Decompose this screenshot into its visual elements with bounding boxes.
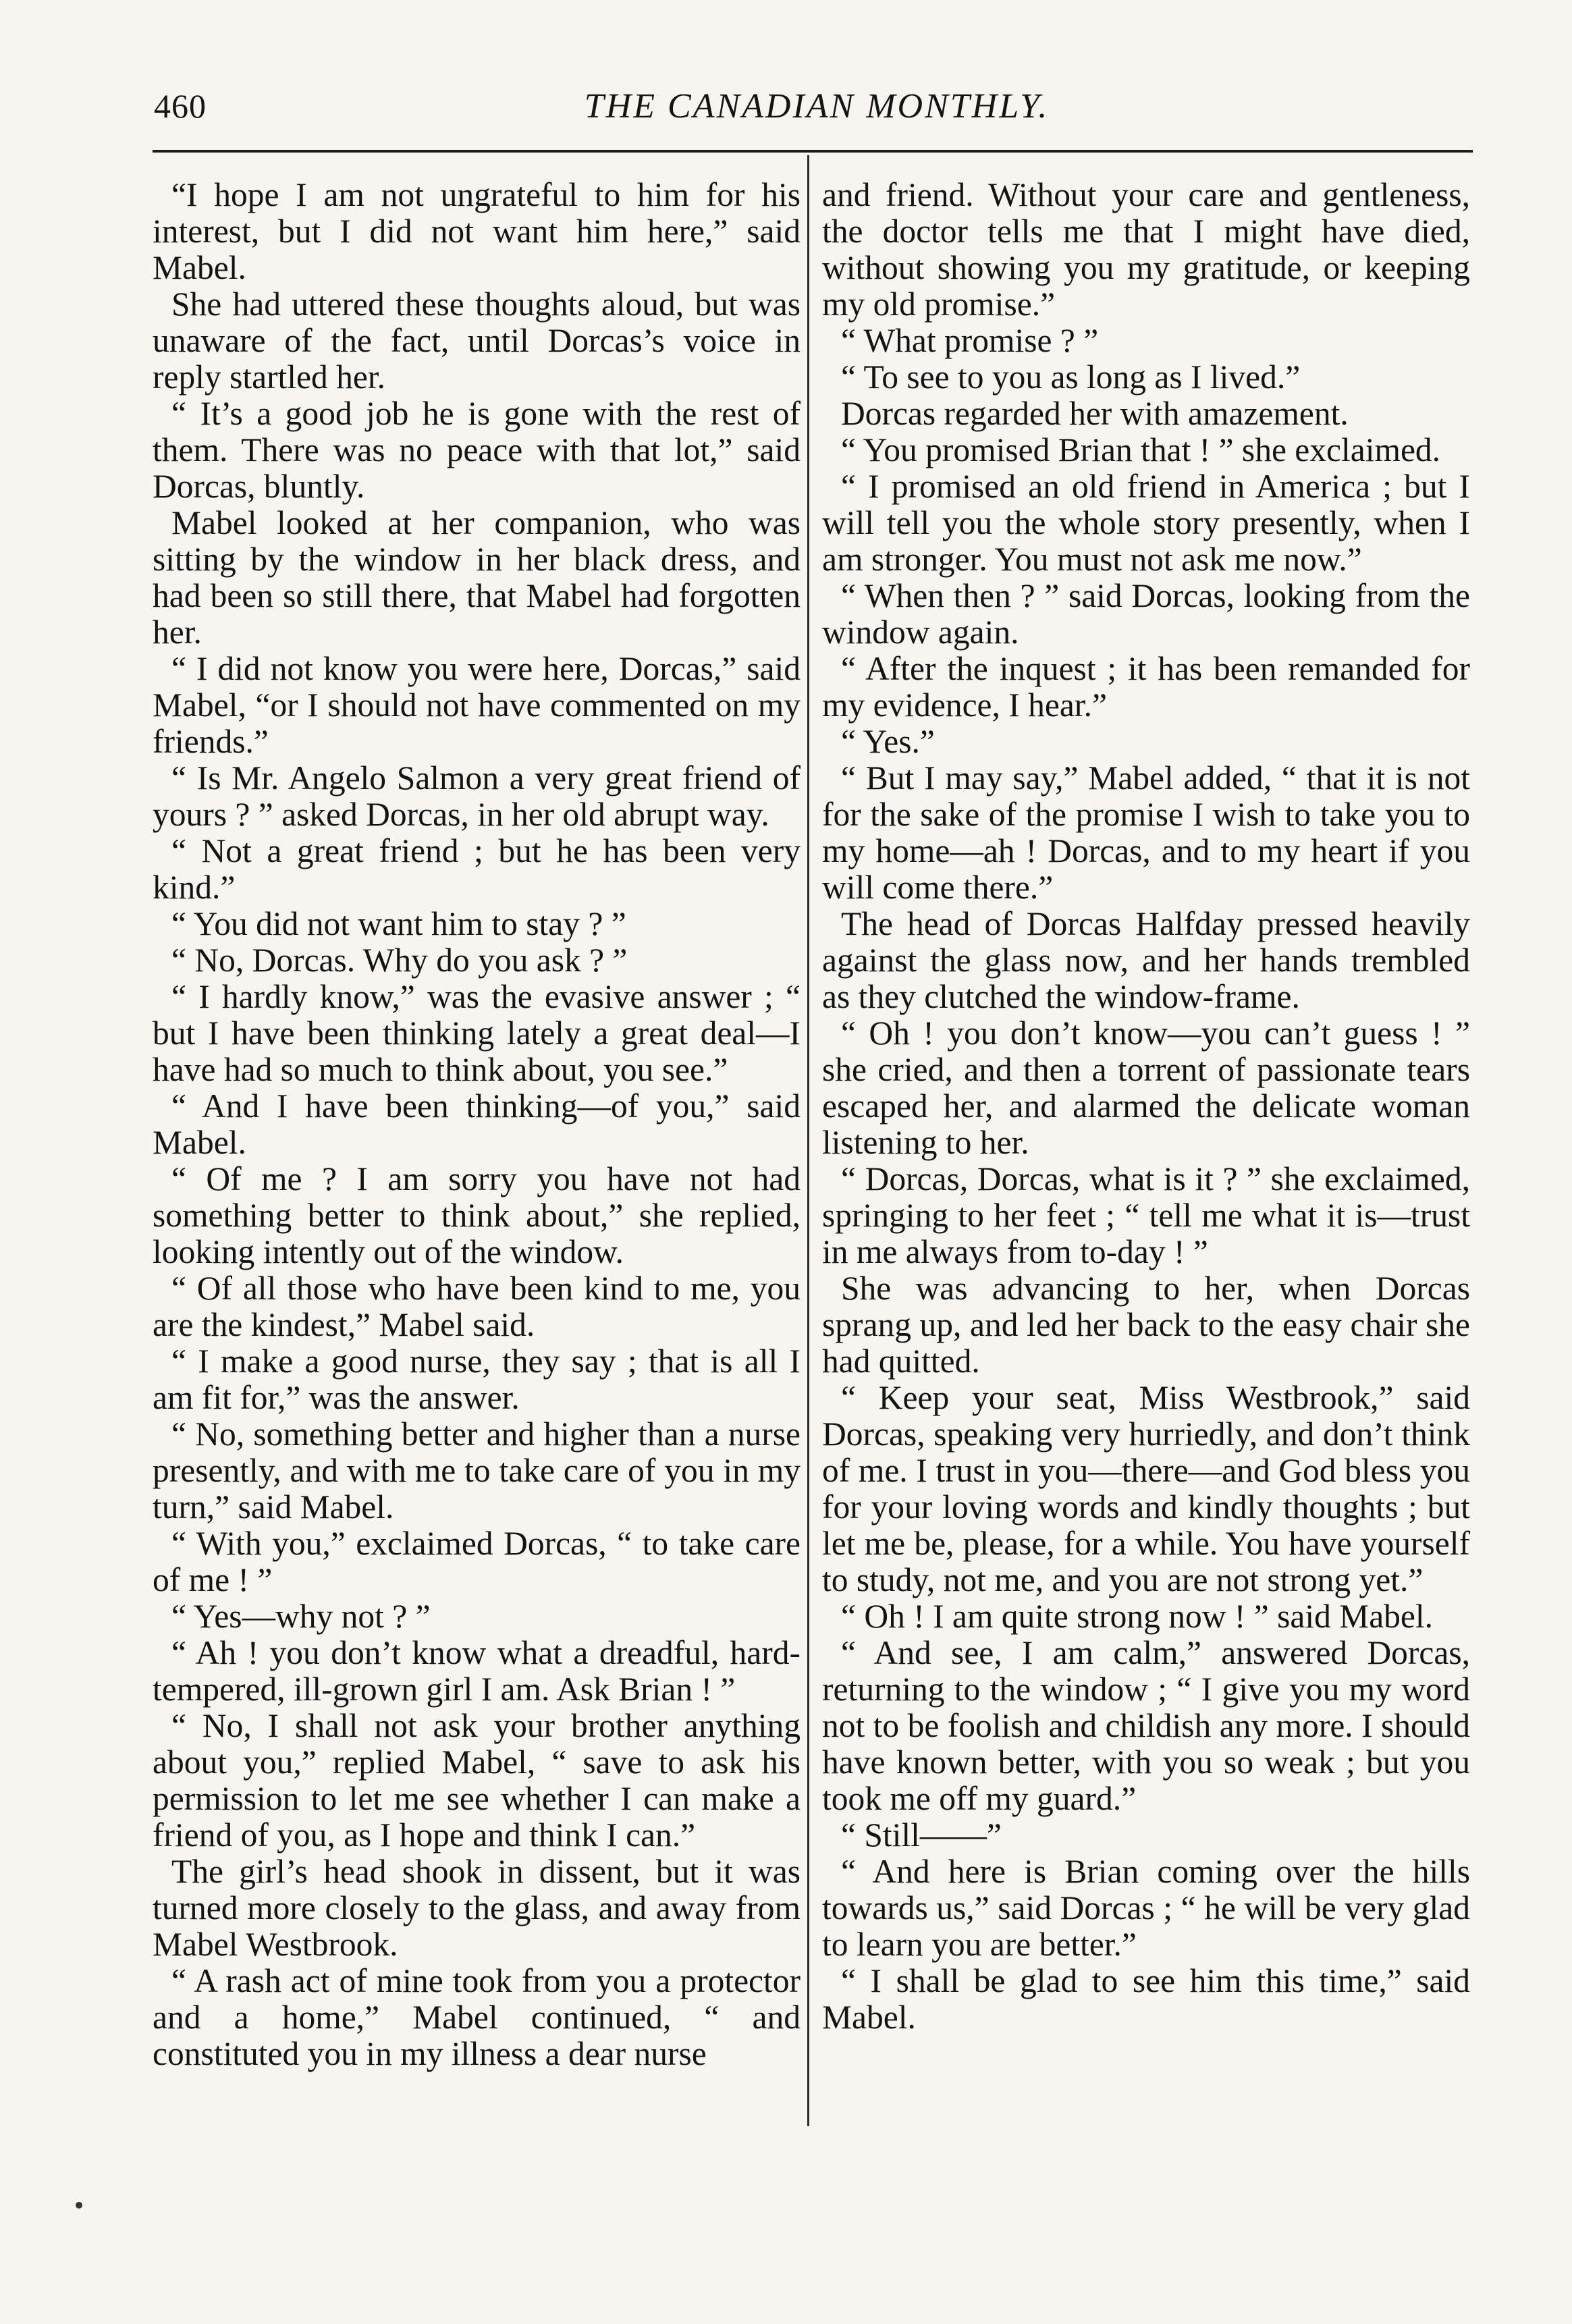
paragraph: The head of Dorcas Halfday pressed heavily against the glass now, and her hands trembled as they clutched the window-frame. [822, 905, 1470, 1015]
paragraph: “ Yes—why not ? ” [171, 1598, 431, 1635]
header-rule [153, 150, 1473, 153]
paragraph: “ Oh ! I am quite strong now ! ” said Mabel. [841, 1598, 1434, 1635]
paragraph: “ But I may say,” Mabel added, “ that it is not for the sake of the promise I wish to take you to my home—ah ! Dorcas, and to my heart if you will come there.” [822, 759, 1470, 906]
paragraph: “ Ah ! you don’t know what a dreadful, hard-tempered, ill-grown girl I am. Ask Brian ! ” [153, 1634, 801, 1708]
paragraph: “ I promised an old friend in America ; but I will tell you the whole story presently, when I am stronger. You must not ask me now.” [822, 468, 1470, 578]
paragraph: She was advancing to her, when Dorcas sprang up, and led her back to the easy chair she had quitted. [822, 1270, 1470, 1380]
right-column [822, 177, 1470, 2036]
left-column [153, 177, 801, 2072]
paragraph: The girl’s head shook in dissent, but it was turned more closely to the glass, and away from Mabel Westbrook. [153, 1853, 801, 1963]
paragraph: “ Dorcas, Dorcas, what is it ? ” she exclaimed, springing to her feet ; “ tell me what it is—trust in me always from to-day ! ” [822, 1160, 1470, 1270]
paragraph: “ Yes.” [841, 723, 935, 760]
paragraph: “ After the inquest ; it has been remanded for my evidence, I hear.” [822, 650, 1470, 724]
paragraph: “ Of me ? I am sorry you have not had something better to think about,” she replied, looking intently out of the window. [153, 1160, 801, 1270]
paragraph: “ You did not want him to stay ? ” [171, 905, 626, 942]
paragraph: “ I shall be glad to see him this time,” said Mabel. [822, 1962, 1470, 2036]
paragraph: “ When then ? ” said Dorcas, looking from the window again. [822, 577, 1470, 651]
paragraph: “ I make a good nurse, they say ; that is all I am fit for,” was the answer. [153, 1343, 801, 1416]
paragraph: “ You promised Brian that ! ” she exclaimed. [841, 431, 1441, 468]
paragraph: “ Not a great friend ; but he has been very kind.” [153, 832, 801, 906]
paragraph: “I hope I am not ungrateful to him for his interest, but I did not want him here,” said Mabel. [153, 176, 801, 286]
paragraph: “ And I have been thinking—of you,” said Mabel. [153, 1087, 801, 1161]
paragraph: “ Keep your seat, Miss Westbrook,” said Dorcas, speaking very hurriedly, and don’t think of me. I trust in you—there—and God bless you for your loving words and kindly thoughts ; but let me be, please, for a while. You have yourself to study, not me, and you are not strong yet.” [822, 1379, 1470, 1598]
paragraph-continuation: and friend. Without your care and gentleness, the doctor tells me that I might have died, without showing you my gratitude, or keeping my old promise.” [822, 176, 1470, 323]
paragraph: “ I hardly know,” was the evasive answer ; “ but I have been thinking lately a great deal—I have had so much to think about, you see.” [153, 978, 801, 1088]
column-divider [807, 155, 809, 2126]
paragraph: “ And see, I am calm,” answered Dorcas, returning to the window ; “ I give you my word not to be foolish and childish any more. I should have known better, with you so weak ; but you took me off my guard.” [822, 1634, 1470, 1817]
paragraph: “ I did not know you were here, Dorcas,” said Mabel, “or I should not have commented on my friends.” [153, 650, 801, 760]
paragraph: “ To see to you as long as I lived.” [841, 358, 1301, 396]
paragraph: “ And here is Brian coming over the hills towards us,” said Dorcas ; “ he will be very glad to learn you are better.” [822, 1853, 1470, 1963]
paragraph: “ With you,” exclaimed Dorcas, “ to take care of me ! ” [153, 1525, 801, 1598]
paragraph: “ Is Mr. Angelo Salmon a very great friend of yours ? ” asked Dorcas, in her old abrupt way. [153, 759, 801, 833]
paragraph: Dorcas regarded her with amazement. [841, 395, 1349, 432]
margin-speck [76, 2202, 82, 2209]
paragraph: She had uttered these thoughts aloud, but was unaware of the fact, until Dorcas’s voice in reply startled her. [153, 286, 801, 396]
running-head: THE CANADIAN MONTHLY. [584, 87, 1050, 126]
paragraph: “ No, I shall not ask your brother anything about you,” replied Mabel, “ save to ask his permission to let me see whether I can make a friend of you, as I hope and think I can.” [153, 1707, 801, 1854]
paragraph: “ What promise ? ” [841, 322, 1099, 359]
paragraph: “ A rash act of mine took from you a protector and a home,” Mabel continued, “ and constituted you in my illness a dear nurse [153, 1962, 801, 2072]
paragraph: Mabel looked at her companion, who was sitting by the window in her black dress, and had been so still there, that Mabel had forgotten her. [153, 504, 801, 651]
paragraph: “ Oh ! you don’t know—you can’t guess ! ” she cried, and then a torrent of passionate tears escaped her, and alarmed the delicate woman listening to her. [822, 1015, 1470, 1161]
paragraph: “ It’s a good job he is gone with the rest of them. There was no peace with that lot,” said Dorcas, bluntly. [153, 395, 801, 505]
paragraph: “ Of all those who have been kind to me, you are the kindest,” Mabel said. [153, 1270, 801, 1343]
page-number: 460 [154, 87, 207, 125]
paragraph: “ No, something better and higher than a nurse presently, and with me to take care of you in my turn,” said Mabel. [153, 1415, 801, 1525]
paragraph: “ Still——” [841, 1816, 1002, 1854]
paragraph: “ No, Dorcas. Why do you ask ? ” [171, 942, 628, 979]
